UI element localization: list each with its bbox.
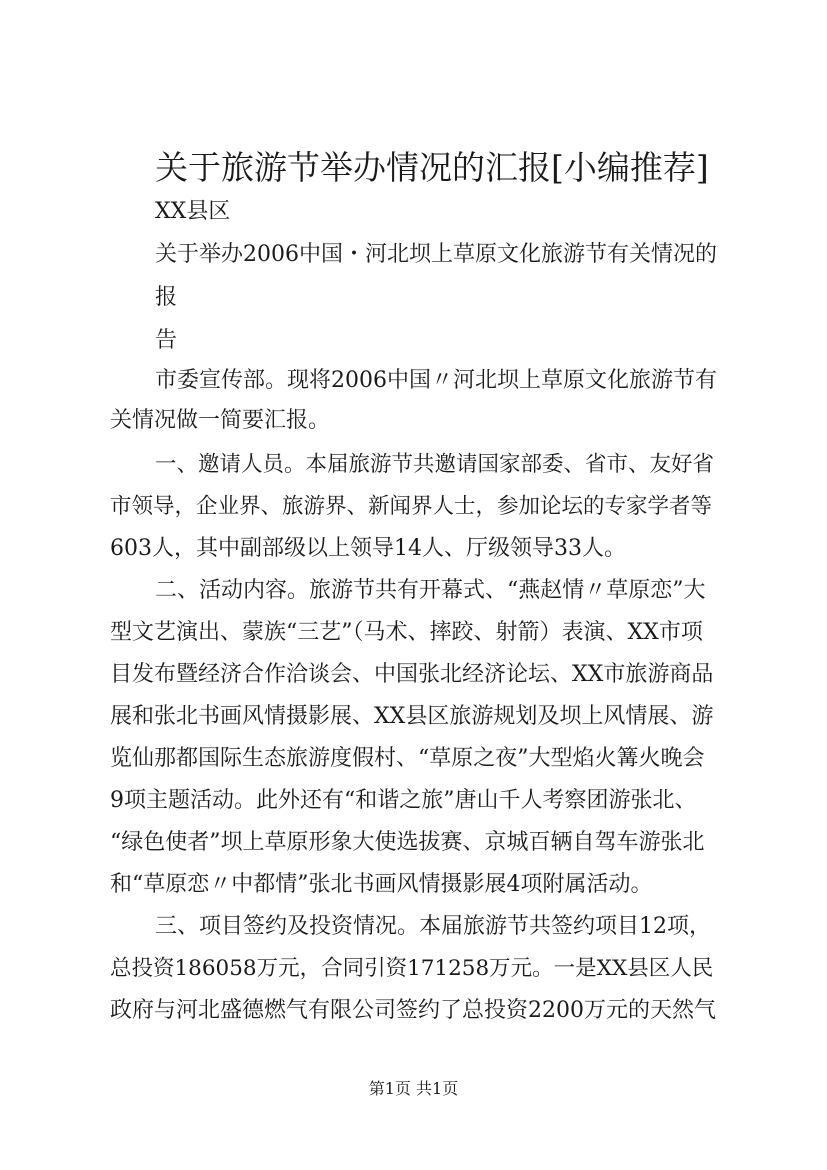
body-line: 型文艺演出、蒙族“三艺”（马术、摔跤、射箭）表演、XX市项 bbox=[110, 620, 703, 645]
body-line: 政府与河北盛德燃气有限公司签约了总投资2200万元的天然气 bbox=[110, 998, 716, 1023]
body-line: 展和张北书画风情摄影展、XX县区旅游规划及坝上风情展、游 bbox=[110, 704, 714, 729]
body-line: 一、邀请人员。本届旅游节共邀请国家部委、省市、友好省 bbox=[155, 452, 715, 477]
body-line: 603人，其中副部级以上领导14人、厅级领导33人。 bbox=[110, 536, 626, 561]
body-line: 市领导，企业界、旅游界、新闻界人士，参加论坛的专家学者等 bbox=[110, 494, 713, 519]
body-line: 二、活动内容。旅游节共有开幕式、“燕赵情〃草原恋”大 bbox=[155, 578, 706, 603]
page-number-footer: 第1页 共1页 bbox=[368, 1079, 459, 1098]
recipient-line: XX县区 bbox=[155, 199, 231, 224]
body-line: 目发布暨经济合作洽谈会、中国张北经济论坛、XX市旅游商品 bbox=[110, 662, 714, 687]
body-line: 9项主题活动。此外还有“和谐之旅”唐山千人考察团游张北、 bbox=[110, 788, 697, 813]
body-line: 览仙那都国际生态旅游度假村、“草原之夜”大型焰火篝火晚会 bbox=[110, 746, 705, 771]
report-heading-char-1: 报 bbox=[155, 285, 178, 310]
body-line: 和“草原恋〃中都情”张北书画风情摄影展4项附属活动。 bbox=[110, 872, 653, 897]
body-line: 三、项目签约及投资情况。本届旅游节共签约项目12项， bbox=[155, 914, 711, 939]
body-line: 总投资186058万元，合同引资171258万元。一是XX县区人民 bbox=[110, 956, 714, 981]
report-heading-char-2: 告 bbox=[155, 328, 178, 353]
body-line: 关情况做一简要汇报。 bbox=[110, 408, 331, 433]
document-title: 关于旅游节举办情况的汇报[小编推荐] bbox=[155, 148, 709, 187]
body-line: 市委宣传部。现将2006中国〃河北坝上草原文化旅游节有 bbox=[155, 368, 717, 393]
body-line: “绿色使者”坝上草原形象大使选拔赛、京城百辆自驾车游张北 bbox=[110, 830, 705, 855]
report-heading-line: 关于举办2006中国・河北坝上草原文化旅游节有关情况的 bbox=[155, 242, 717, 267]
